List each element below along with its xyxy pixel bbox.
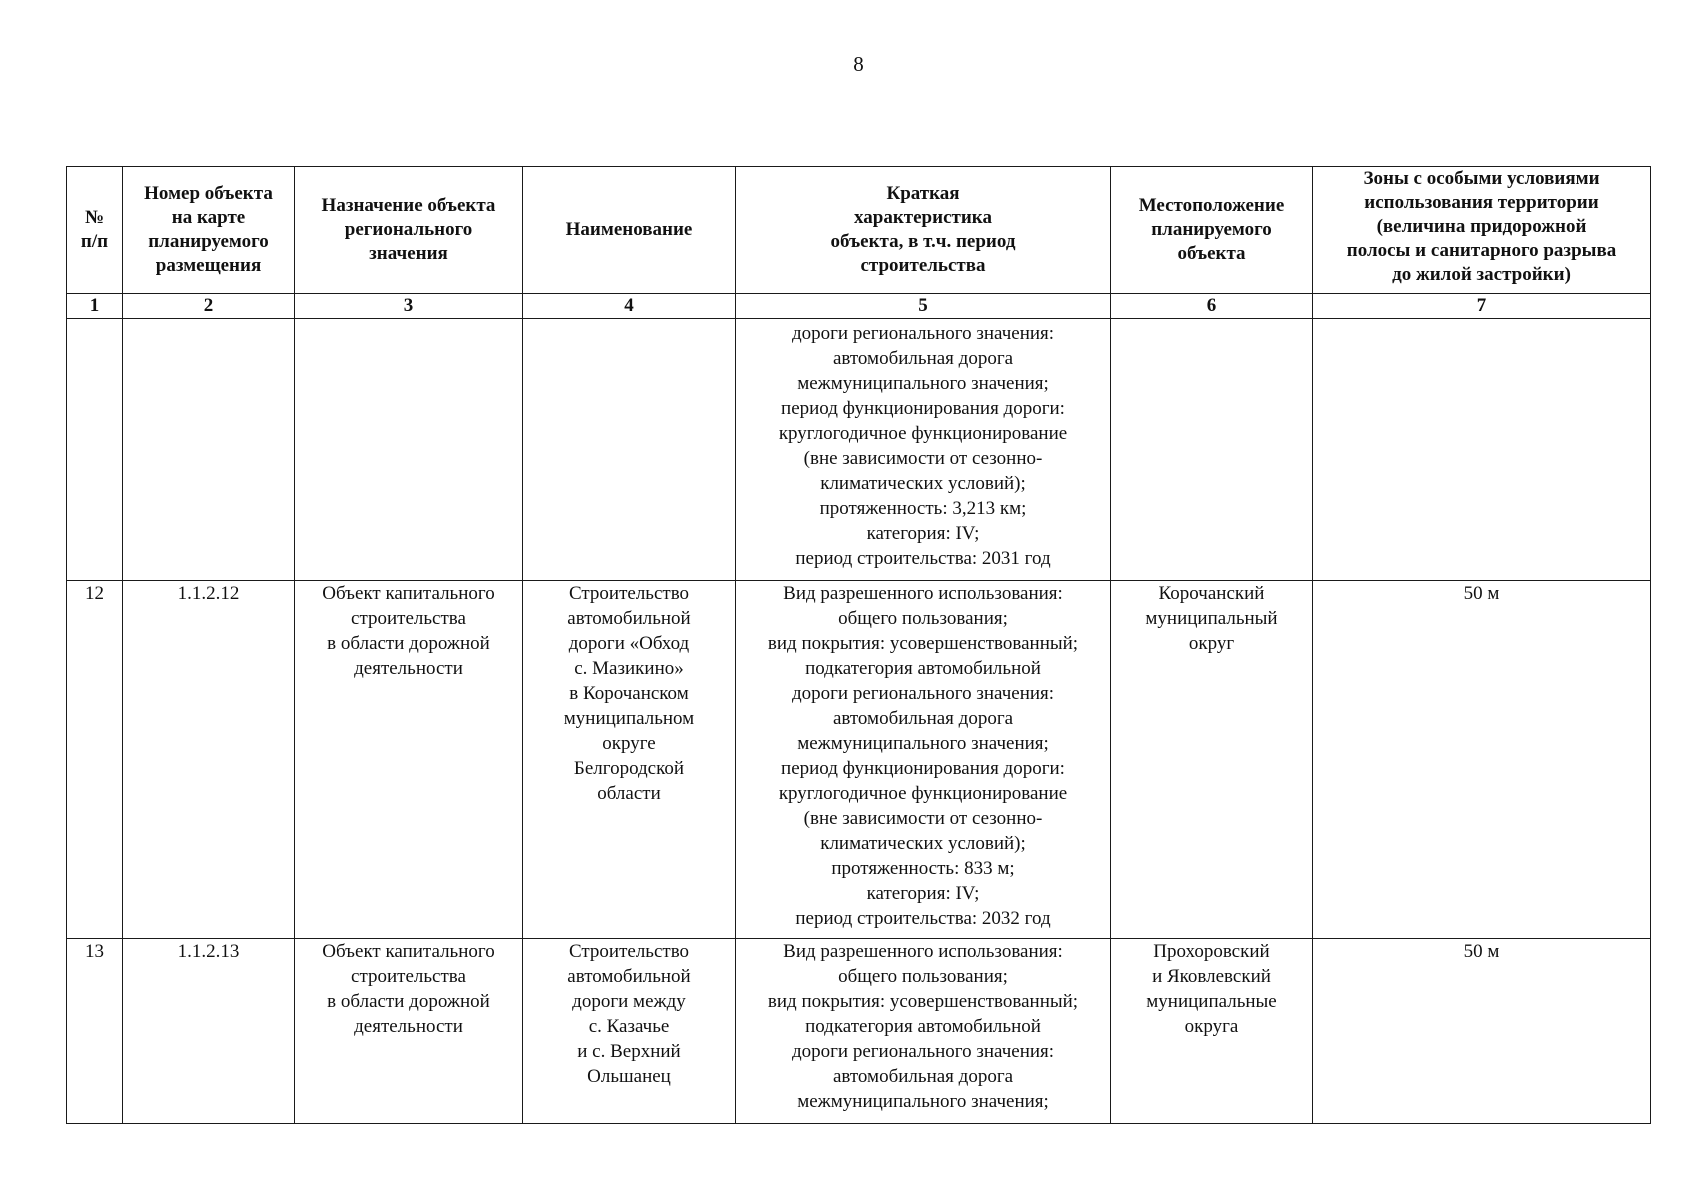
column-number: 4: [523, 294, 736, 319]
cell-purpose: Объект капитального строительства в области дорожной деятельности: [295, 581, 523, 939]
column-number: 6: [1111, 294, 1313, 319]
header-location: Местоположение планируемого объекта: [1111, 167, 1313, 294]
header-zones: Зоны с особыми условиями использования территории (величина придорожной полосы и санитарного разрыва до жилой застройки): [1313, 167, 1651, 294]
cell-name: Строительство автомобильной дороги «Обход с. Мазикино» в Корочанском муниципальном округе Белгородской области: [523, 581, 736, 939]
column-number-row: [67, 294, 1651, 319]
column-number: 2: [123, 294, 295, 319]
header-description: Краткая характеристика объекта, в т.ч. период строительства: [736, 167, 1111, 294]
cell-location: Прохоровский и Яковлевский муниципальные округа: [1111, 939, 1313, 1124]
column-number: 3: [295, 294, 523, 319]
cell-purpose: [295, 319, 523, 581]
header-row: [67, 167, 1651, 294]
cell-zones: 50 м: [1313, 939, 1651, 1124]
objects-table: [66, 166, 1651, 1124]
cell-location: [1111, 319, 1313, 581]
column-number: 5: [736, 294, 1111, 319]
cell-num: 13: [67, 939, 123, 1124]
cell-description: дороги регионального значения: автомобильная дорога межмуниципального значения; период функционирования дороги: круглогодичное функционирование (вне зависимости от сезонно- климатических условий); протяженность: 3,213 км; категория: IV; период строительства: 2031 год: [736, 319, 1111, 581]
cell-purpose: Объект капитального строительства в области дорожной деятельности: [295, 939, 523, 1124]
cell-name: Строительство автомобильной дороги между с. Казачье и с. Верхний Ольшанец: [523, 939, 736, 1124]
page-number: 8: [853, 52, 864, 76]
cell-zones: [1313, 319, 1651, 581]
header-purpose: Назначение объекта регионального значения: [295, 167, 523, 294]
cell-map-number: 1.1.2.13: [123, 939, 295, 1124]
cell-description: Вид разрешенного использования: общего пользования; вид покрытия: усовершенствованный; подкатегория автомобильной дороги регионального значения: автомобильная дорога межмуниципального значения;: [736, 939, 1111, 1124]
cell-num: 12: [67, 581, 123, 939]
header-name: Наименование: [523, 167, 736, 294]
column-number: 7: [1313, 294, 1651, 319]
header-num: № п/п: [67, 167, 123, 294]
cell-name: [523, 319, 736, 581]
cell-location: Корочанский муниципальный округ: [1111, 581, 1313, 939]
table-row: [67, 939, 1651, 1124]
header-map-number: Номер объекта на карте планируемого размещения: [123, 167, 295, 294]
cell-description: Вид разрешенного использования: общего пользования; вид покрытия: усовершенствованный; подкатегория автомобильной дороги регионального значения: автомобильная дорога межмуниципального значения; период функционирования дороги: круглогодичное функционирование (вне зависимости от сезонно- климатических условий); протяженность: 833 м; категория: IV; период строительства: 2032 год: [736, 581, 1111, 939]
cell-num: [67, 319, 123, 581]
cell-zones: 50 м: [1313, 581, 1651, 939]
table-row: [67, 581, 1651, 939]
cell-map-number: [123, 319, 295, 581]
cell-map-number: 1.1.2.12: [123, 581, 295, 939]
column-number: 1: [67, 294, 123, 319]
table-row: [67, 319, 1651, 581]
